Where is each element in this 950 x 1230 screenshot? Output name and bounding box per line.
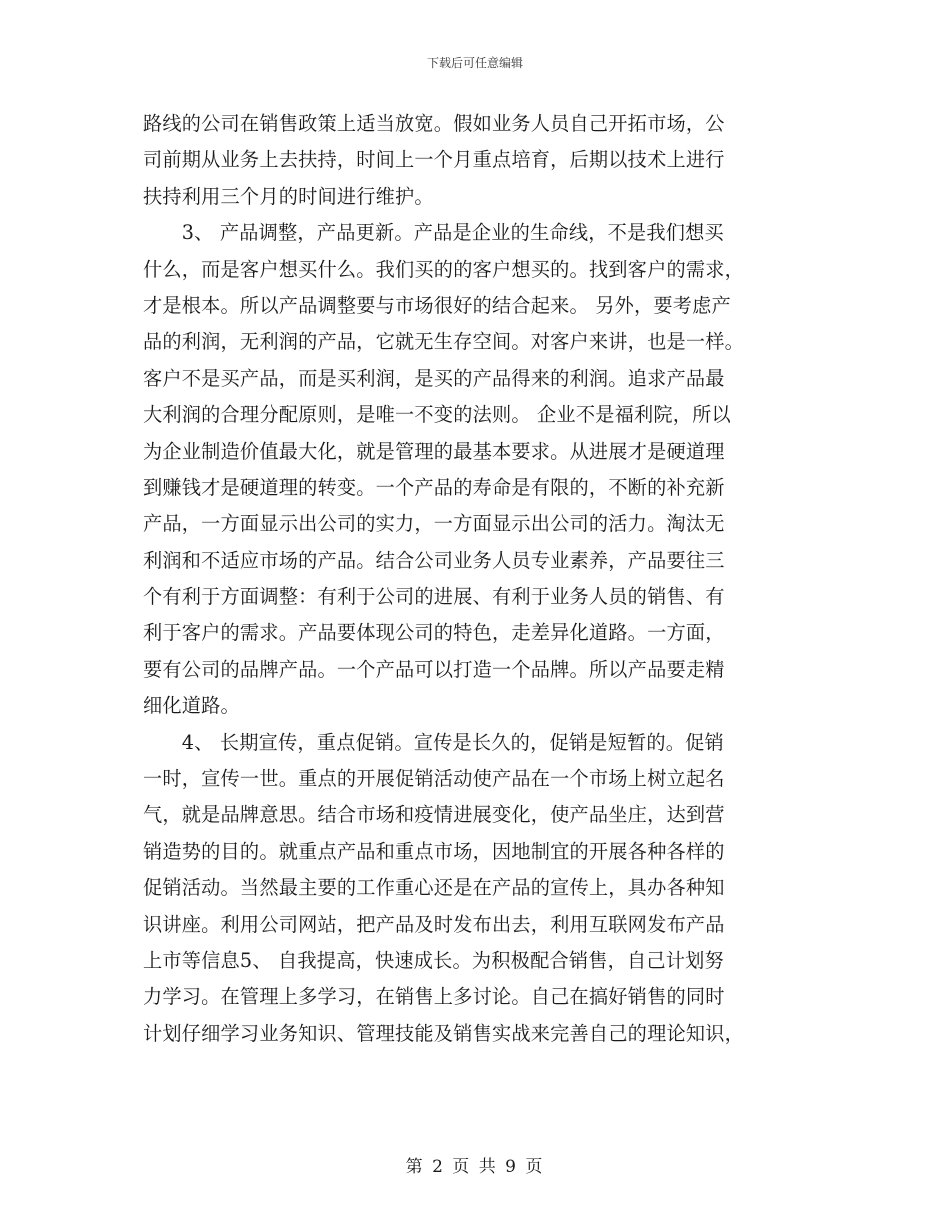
body-text xyxy=(143,106,809,1052)
page-header-note: 下载后可任意编辑 xyxy=(426,56,523,70)
text-line: 计划仔细学习业务知识、管理技能及销售实战来完善自己的理论知识， xyxy=(143,1021,745,1045)
text-line: 大利润的合理分配原则，是唯一不变的法则。 企业不是福利院，所以 xyxy=(143,403,731,427)
page-number-footer: 第 2 页 共 9 页 xyxy=(405,1157,545,1177)
text-line: 客户不是买产品，而是买利润，是买的产品得来的利润。追求产品最 xyxy=(143,366,725,390)
text-line: 力学习。在管理上多学习，在销售上多讨论。自己在搞好销售的同时 xyxy=(143,985,725,1009)
text-line: 促销活动。当然最主要的工作重心还是在产品的宣传上，具办各种知 xyxy=(143,876,725,900)
text-line: 4、 长期宣传，重点促销。宣传是长久的，促销是短暂的。促销 xyxy=(143,730,724,754)
text-line: 识讲座。利用公司网站，把产品及时发布出去，利用互联网发布产品 xyxy=(143,912,725,936)
text-line: 3、 产品调整，产品更新。产品是企业的生命线，不是我们想买 xyxy=(143,221,724,245)
text-line: 产品，一方面显示出公司的实力，一方面显示出公司的活力。淘汰无 xyxy=(143,512,725,536)
text-line: 细化道路。 xyxy=(143,694,240,718)
text-line: 司前期从业务上去扶持，时间上一个月重点培育，后期以技术上进行 xyxy=(143,148,725,172)
text-line: 才是根本。所以产品调整要与市场很好的结合起来。 另外，要考虑产 xyxy=(143,293,731,317)
text-line: 要有公司的品牌产品。一个产品可以打造一个品牌。所以产品要走精 xyxy=(143,657,725,681)
text-line: 个有利于方面调整：有利于公司的进展、有利于业务人员的销售、有 xyxy=(143,585,725,609)
text-line: 气，就是品牌意思。结合市场和疫情进展变化，使产品坐庄，达到营 xyxy=(143,803,725,827)
text-line: 为企业制造价值最大化，就是管理的最基本要求。从进展才是硬道理 xyxy=(143,439,725,463)
text-line: 利于客户的需求。产品要体现公司的特色，走差异化道路。一方面， xyxy=(143,621,725,645)
text-line: 利润和不适应市场的产品。结合公司业务人员专业素养，产品要往三 xyxy=(143,548,725,572)
text-line: 到赚钱才是硬道理的转变。一个产品的寿命是有限的，不断的补充新 xyxy=(143,475,725,499)
text-line: 销造势的目的。就重点产品和重点市场，因地制宜的开展各种各样的 xyxy=(143,839,725,863)
text-line: 品的利润，无利润的产品，它就无生存空间。对客户来讲，也是一样。 xyxy=(143,330,745,354)
text-line: 一时，宣传一世。重点的开展促销活动使产品在一个市场上树立起名 xyxy=(143,767,725,791)
text-line: 什么，而是客户想买什么。我们买的的客户想买的。找到客户的需求， xyxy=(143,257,745,281)
text-line: 路线的公司在销售政策上适当放宽。假如业务人员自己开拓市场，公 xyxy=(143,112,725,135)
text-line: 扶持利用三个月的时间进行维护。 xyxy=(143,184,434,208)
text-line: 上市等信息5、 自我提高，快速成长。为积极配合销售，自己计划努 xyxy=(143,948,724,972)
